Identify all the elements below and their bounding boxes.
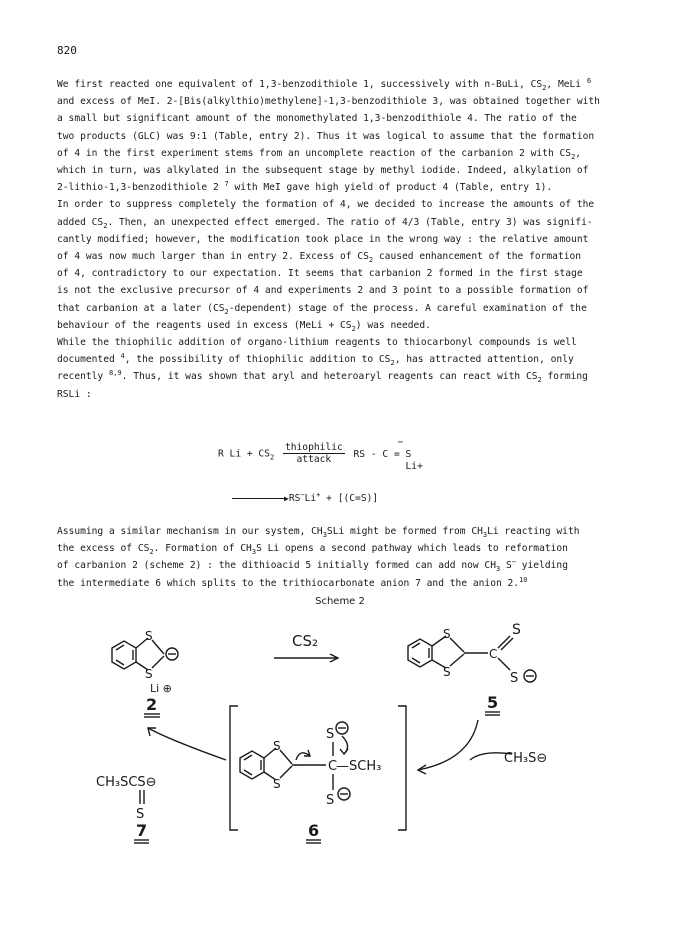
li-plus-label: Li ⊕ bbox=[150, 682, 172, 695]
central-carbon: C bbox=[328, 759, 338, 774]
paragraph-2: In order to suppress completely the formation of 4, we decided to increase the amounts of the added $CS_2$. Then, an unexpected effect emerged. The ratio of 4/3 (Table, entry 3) was signifi- cantly modified; however, the modification took place in the wrong way : the relative amount of 4 was now much larger than in entry 2. Excess of $CS_2$ caused enhancement of the formation of 4, contradictory to our expectation. It seems that carbanion 2 formed in the first stage is not the exclusive precursor of 4 and experiments 2 and 3 point to a possible formation of that carbanion at a later $(CS_2-dependent)$ stage of the process. A careful examination of the behaviour of the reagents used in excess (MeLi + $CS_2$) was needed. bbox=[57, 199, 595, 333]
text-line: . Then, an unexpected effect emerged. The ratio of 4/3 (Table, entry 3) was signifi- bbox=[107, 216, 593, 228]
text-line: recently bbox=[57, 371, 109, 383]
text-line: ) was needed. bbox=[355, 319, 431, 331]
text-line: of 4 in the first experiment stems from an uncomplete reaction of the carbanion 2 with CS bbox=[57, 147, 572, 159]
compound-label-6: 6 bbox=[308, 821, 320, 840]
compound-label-7: 7 bbox=[136, 821, 148, 840]
text-line: cantly modified; however, the modification took place in the wrong way : the relative amount bbox=[57, 233, 589, 245]
arrow-label-bottom: attack bbox=[296, 454, 332, 465]
text-line: added CS bbox=[57, 216, 104, 228]
text-line: with MeI gave high yield of product 4 (Table, entry 1). bbox=[228, 182, 553, 194]
text-line: of 4 was now much larger than in entry 2. Excess of CS bbox=[57, 251, 369, 263]
article-body bbox=[57, 76, 629, 403]
reagent-cs2: CS₂ bbox=[292, 632, 319, 650]
equation-reactants: R Li + CS bbox=[218, 448, 270, 460]
paragraph-1: We first reacted one equivalent of 1,3-benzodithiole 1, successively with n-BuLi, $CS_2$, MeLi $^6$ and excess of MeI. 2-[Bis(alkylthio)methylene]-1,3-benzodithiole 3, was obtained together with a small but significant amount of the monomethylated 1,3-benzodithiole 4. The ratio of the two products (GLC) was 9:1 (Table, entry 2). Thus it was logical to assume that the formation of 4 in the first experiment stems from an uncomplete reaction of the carbanion 2 with $CS_2$, which in turn, was alkylated in the subsequent stage by methyl iodide. Indeed, alkylation of 2-lithio-1,3-benzodithiole 2 $^7$ with MeI gave high yield of product 4 (Table, entry 1). bbox=[57, 76, 600, 194]
text-line: 2-lithio-1,3-benzodithiole 2 bbox=[57, 182, 225, 194]
sch3-group: —SCH₃ bbox=[336, 759, 382, 774]
text-line: the excess of CS bbox=[57, 543, 150, 555]
text-line: , bbox=[575, 147, 582, 159]
svg-text:S: S bbox=[326, 727, 335, 742]
equation-thiophilic-addition bbox=[218, 436, 423, 472]
text-line: . Thus, it was shown that aryl and heteroaryl reagents can react with CS bbox=[121, 371, 538, 383]
equation-byproduct: + [(C=S)] bbox=[320, 493, 379, 504]
equation-product: RS bbox=[288, 493, 301, 504]
compound-5-structure bbox=[408, 622, 536, 715]
text-line: , the possibility of thiophilic addition to CS bbox=[124, 354, 391, 366]
citation: 8,9 bbox=[108, 369, 122, 378]
text-line: and excess of MeI. 2-[Bis(alkylthio)methylene]-1,3-benzodithiole 3, was obtained together with bbox=[57, 96, 600, 108]
svg-text:S: S bbox=[145, 667, 153, 681]
svg-text:S: S bbox=[273, 739, 281, 753]
text-line: Li reacting with bbox=[487, 526, 580, 537]
svg-text:S: S bbox=[273, 777, 281, 791]
citation: 7 bbox=[224, 180, 229, 189]
counter-ion: Li bbox=[304, 493, 317, 504]
text-line: of carbanion 2 (scheme 2) : the dithioacid 5 initially formed can add now CH bbox=[57, 560, 496, 572]
text-line: , MeLi bbox=[546, 79, 587, 90]
text-line: which in turn, was alkylated in the subsequent stage by methyl iodide. Indeed, alkylation of bbox=[57, 165, 589, 177]
text-line: caused enhancement of the formation bbox=[373, 251, 582, 263]
svg-text:S: S bbox=[443, 665, 451, 679]
text-line: yielding bbox=[515, 560, 568, 572]
text-line: Assuming a similar mechanism in our system, CH bbox=[57, 526, 323, 537]
text-line: documented bbox=[57, 354, 121, 366]
charge-sign: − bbox=[397, 436, 404, 448]
compound-label-2: 2 bbox=[146, 695, 158, 714]
cs2-arrow bbox=[274, 632, 338, 662]
svg-text:S: S bbox=[510, 671, 519, 686]
svg-text:S: S bbox=[136, 807, 145, 822]
text-line: is not the exclusive precursor of 4 and experiments 2 and 3 point to a possible formation of bbox=[57, 285, 589, 297]
svg-text:S: S bbox=[326, 793, 335, 808]
text-line: S bbox=[500, 560, 512, 572]
superscript: − bbox=[300, 490, 305, 499]
paragraph-3: While the thiophilic addition of organo-lithium reagents to thiocarbonyl compounds is well documented $^4$, the possibility of thiophilic addition to $CS_2$, has attracted attention, only recently $^{8,9}$. Thus, it was shown that aryl and heteroaryl reagents can react with $CS_2$ forming RSLi : bbox=[57, 337, 588, 400]
superscript: + bbox=[316, 490, 321, 499]
text-line: . Formation of CH bbox=[153, 543, 252, 555]
arrow-label-top: thiophilic bbox=[284, 442, 343, 453]
reaction-arrow bbox=[283, 442, 345, 465]
text-line: forming bbox=[541, 371, 588, 383]
text-line: behaviour of the reagents used in excess (MeLi + CS bbox=[57, 319, 352, 331]
subscript: 2 bbox=[269, 453, 275, 462]
citation: 6 bbox=[586, 76, 592, 85]
counter-ion: Li+ bbox=[405, 460, 423, 472]
text-line: While the thiophilic addition of organo-lithium reagents to thiocarbonyl compounds is well bbox=[57, 337, 577, 349]
equation-product: RS - C = S bbox=[353, 448, 412, 460]
text-line: a small but significant amount of the monomethylated 1,3-benzodithiole 4. The ratio of the bbox=[57, 113, 577, 125]
compound-7-structure bbox=[96, 775, 157, 843]
text-line: two products (GLC) was 9:1 (Table, entry 2). Thus it was logical to assume that the formation bbox=[57, 130, 595, 142]
svg-text:S: S bbox=[443, 627, 451, 641]
svg-text:C: C bbox=[489, 647, 498, 661]
text-line: -dependent) stage of the process. A careful examination of the bbox=[228, 302, 587, 314]
text-line: SLi might be formed from CH bbox=[326, 526, 483, 537]
compound-2-structure bbox=[112, 629, 178, 717]
page-number: 820 bbox=[57, 44, 77, 57]
text-line: In order to suppress completely the formation of 4, we decided to increase the amounts of the bbox=[57, 199, 595, 211]
reaction-scheme bbox=[0, 610, 680, 933]
text-line: RSLi : bbox=[57, 388, 92, 400]
text-line: , has attracted attention, only bbox=[394, 354, 574, 366]
text-line: the intermediate 6 which splits to the trithiocarbonate anion 7 and the anion 2. bbox=[57, 577, 520, 589]
compound-label-5: 5 bbox=[487, 693, 499, 712]
text-line: S Li opens a second pathway which leads to reformation bbox=[256, 543, 568, 555]
paragraph-4: Assuming a similar mechanism in our system, $CH_3SLi$ might be formed from $CH_3Li$ reacting with the excess of $CS_2$. Formation of $CH_3S$ Li opens a second pathway which leads to reformation of carbanion 2 (scheme 2) : the dithioacid 5 initially formed can add now $CH_3$ S− yielding the intermediate 6 which splits to the trithiocarbonate anion 7 and the anion 2.10 bbox=[57, 526, 580, 589]
citation: 10 bbox=[519, 575, 528, 584]
text-line: of 4, contradictory to our expectation. It seems that carbanion 2 formed in the first stage bbox=[57, 268, 583, 280]
scheme-title: Scheme 2 bbox=[315, 596, 365, 607]
arrow-line bbox=[232, 498, 284, 499]
text-line: that carbanion at a later (CS bbox=[57, 302, 225, 314]
citation: 4 bbox=[120, 352, 125, 361]
equation-decomposition: ▶RS−Li+ + [(C=S)] bbox=[232, 493, 378, 504]
svg-text:S: S bbox=[145, 629, 153, 643]
svg-text:S: S bbox=[512, 622, 521, 638]
intermediate-6-structure bbox=[230, 706, 406, 843]
text-line: We first reacted one equivalent of 1,3-benzodithiole 1, successively with n-BuLi, CS bbox=[57, 79, 543, 90]
reagent-ch3s: CH₃S⊖ bbox=[504, 751, 548, 766]
product-7-formula: CH₃SCS⊖ bbox=[96, 775, 157, 790]
